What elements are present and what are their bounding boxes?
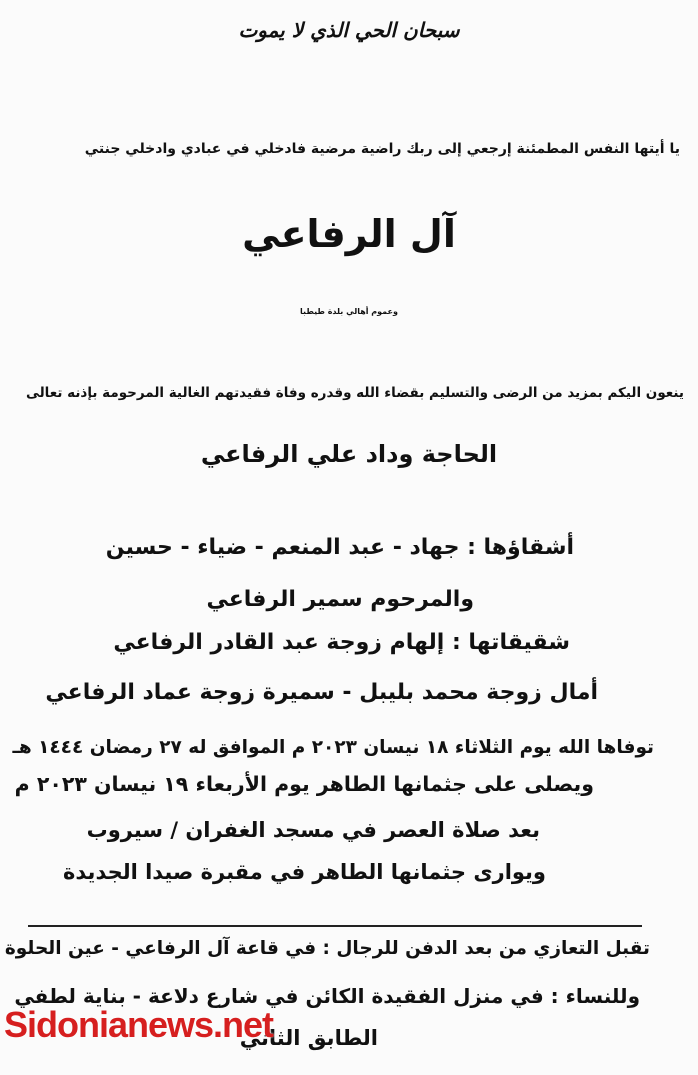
death-date-line: توفاها الله يوم الثلاثاء ١٨ نيسان ٢٠٢٣ م الموافق له ٢٧ رمضان ١٤٤٤ هـ: [12, 737, 654, 758]
town-people: وعموم أهالي بلدة طيطبا: [300, 307, 398, 316]
divider: [28, 925, 642, 927]
sisters-line: شقيقاتها : إلهام زوجة عبد القادر الرفاعي: [113, 630, 570, 655]
prayer-line: ويصلى على جثمانها الطاهر يوم الأربعاء ١٩ نيسان ٢٠٢٣ م: [14, 772, 594, 796]
condolences-women: وللنساء : في منزل الفقيدة الكائن في شارع دلاعة - بناية لطفي: [14, 984, 640, 1008]
deceased-name: الحاجة وداد علي الرفاعي: [200, 440, 498, 468]
after-prayer-line: بعد صلاة العصر في مسجد الغفران / سيروب: [86, 818, 540, 842]
family-name: آل الرفاعي: [242, 212, 456, 256]
late-brother-line: والمرحوم سمير الرفاعي: [206, 587, 474, 612]
quran-verse: يا أيتها النفس المطمئنة إرجعي إلى ربك راضية مرضية فادخلي في عبادي وادخلي جنتي: [84, 141, 680, 157]
burial-line: ويوارى جثمانها الطاهر في مقبرة صيدا الجديدة: [63, 860, 546, 884]
condolences-men: تقبل التعازي من بعد الدفن للرجال : في قاعة آل الرفاعي - عين الحلوة: [4, 938, 650, 959]
sisters-line-2: أمال زوجة محمد بليبل - سميرة زوجة عماد الرفاعي: [45, 680, 598, 705]
watermark: Sidonianews.net: [4, 1004, 274, 1045]
announcement: ينعون اليكم بمزيد من الرضى والتسليم بقضاء الله وقدره وفاة فقيدتهم الغالية المرحومة بإذنه تعالى: [25, 385, 684, 401]
calligraphy-header: سبحان الحي الذي لا يموت: [238, 18, 460, 42]
condolences-floor: الطابق الثاني: [239, 1026, 378, 1050]
brothers-line: أشقاؤها : جهاد - عبد المنعم - ضياء - حسين: [105, 535, 574, 560]
